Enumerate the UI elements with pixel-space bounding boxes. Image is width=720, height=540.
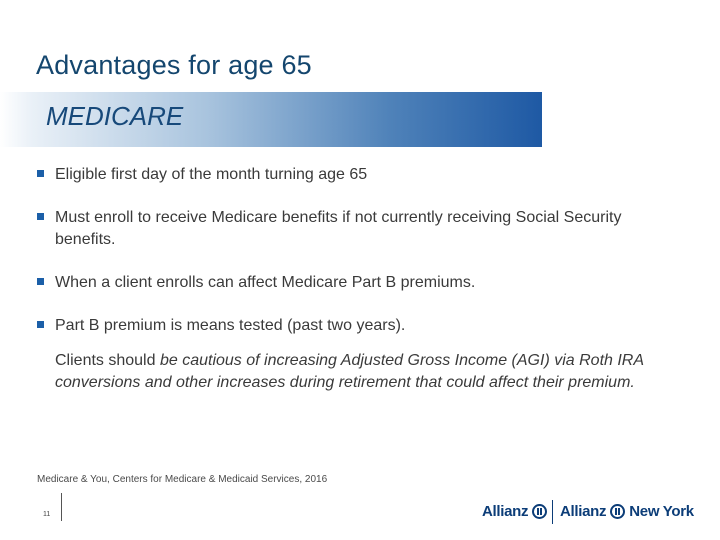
square-bullet-icon [37,213,44,220]
bullet-text: Part B premium is means tested (past two years). [55,317,406,334]
square-bullet-icon [37,321,44,328]
slide-title: Advantages for age 65 [36,50,312,80]
banner-label: MEDICARE [46,101,184,131]
bullet-text: Eligible first day of the month turning age 65 [55,166,368,183]
note-lead: Clients should [55,352,160,369]
footer-divider [61,493,62,521]
logo-suffix: New York [629,503,694,520]
logo-separator [552,500,553,524]
allianz-eagle-icon [610,504,625,519]
page-number: 11 [43,511,51,518]
bullet-item-eligibility [36,164,676,186]
bullet-item-enrollment [36,207,676,251]
allianz-new-york-logo [560,503,694,520]
bullet-item-means-test [36,315,676,337]
section-banner [0,92,542,147]
logo-wordmark: Allianz [482,503,529,520]
allianz-eagle-icon [532,504,547,519]
bullet-list [36,164,676,358]
square-bullet-icon [37,278,44,285]
square-bullet-icon [37,170,44,177]
allianz-logo [482,503,547,520]
note-emphasis: be cautious of increasing Adjusted Gross Income (AGI) via Roth IRA conversions and other increases during retirement that could affect their premium. [55,352,644,391]
bullet-item-timing [36,272,676,294]
logo-wordmark: Allianz [560,503,607,520]
bullet-text: Must enroll to receive Medicare benefits if not currently receiving Social Security benefits. [55,209,622,248]
caution-note [55,350,655,394]
bullet-text: When a client enrolls can affect Medicare Part B premiums. [55,274,476,291]
source-citation: Medicare & You, Centers for Medicare & Medicaid Services, 2016 [37,474,328,485]
